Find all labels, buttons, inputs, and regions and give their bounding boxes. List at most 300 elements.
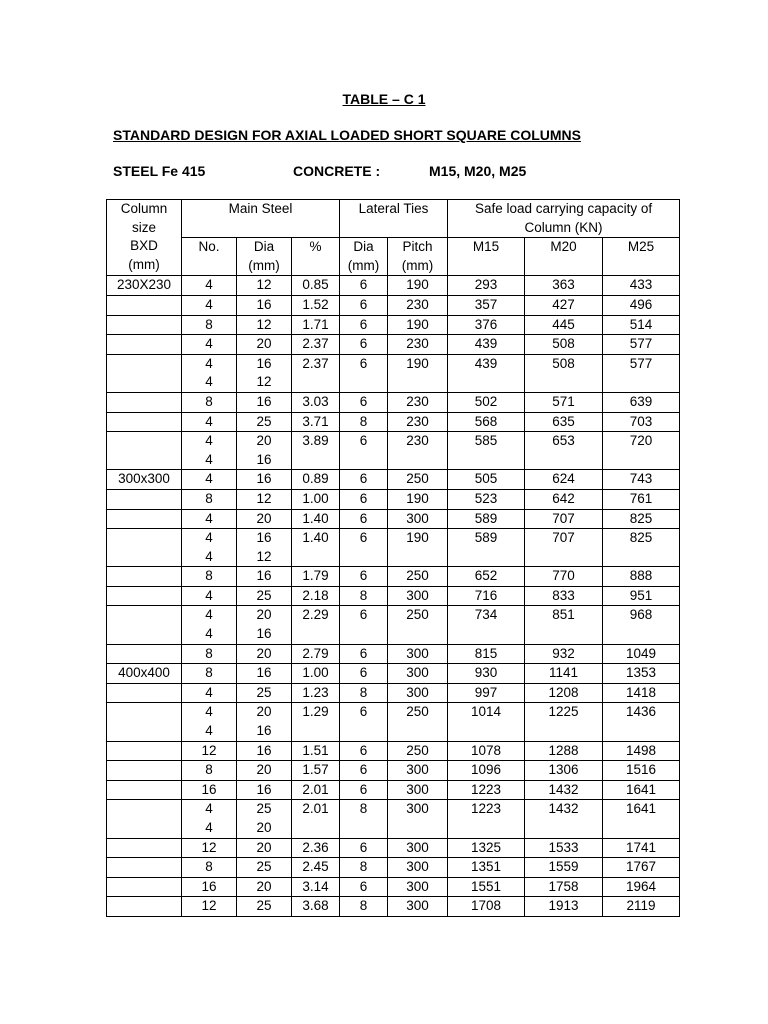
cell-tie-dia [340, 354, 388, 392]
cell-capacity-m20-value: 624 [552, 471, 575, 487]
cell-capacity-m25 [603, 509, 680, 529]
specs-line [113, 163, 733, 183]
cell-capacity-m15-value: 1096 [471, 762, 502, 778]
cell-capacity-m15 [448, 392, 525, 412]
cell-bar-dia-value: 16 [256, 355, 272, 371]
cell-capacity-m15-value: 293 [474, 277, 498, 293]
cell-capacity-m20-value: 833 [552, 587, 575, 603]
cell-tie-dia-value: 8 [359, 801, 368, 817]
cell-steel-percent [292, 529, 340, 567]
cell-tie-pitch [388, 335, 448, 355]
cell-capacity-m15-value: 1223 [471, 781, 502, 797]
cell-tie-pitch-value: 190 [406, 490, 429, 506]
cell-capacity-m20 [525, 897, 603, 917]
cell-capacity-m20 [525, 315, 603, 335]
cell-steel-percent [292, 683, 340, 703]
cell-tie-dia-value: 8 [359, 587, 368, 603]
cell-capacity-m15-value: 502 [474, 393, 498, 409]
cell-bar-dia-value: 16 [256, 530, 272, 546]
cell-tie-dia [340, 315, 388, 335]
cell-capacity-m15 [448, 780, 525, 800]
cell-bar-dia-value: 20 [256, 839, 272, 855]
cell-capacity-m25 [603, 586, 680, 606]
cell-bar-dia-value: 20 [256, 607, 272, 623]
cell-tie-dia-value: 6 [359, 433, 368, 449]
cell-capacity-m25-value: 888 [629, 568, 653, 584]
cell-capacity-m15 [448, 761, 525, 781]
cell-bar-count [182, 354, 237, 392]
cell-capacity-m25 [603, 800, 680, 838]
cell-tie-pitch-value: 230 [406, 296, 429, 312]
cell-capacity-m15-value: 439 [474, 336, 498, 352]
header-capacity-line: Column (KN) [524, 219, 603, 235]
cell-column-size-value [107, 316, 181, 335]
cell-capacity-m25-value: 2119 [626, 898, 656, 914]
cell-bar-count [182, 335, 237, 355]
cell-bar-count-value: 4 [205, 684, 213, 700]
cell-tie-dia-value: 6 [359, 742, 368, 758]
cell-bar-count [182, 412, 237, 432]
cell-bar-count [182, 664, 237, 684]
table-row [107, 800, 680, 838]
cell-column-size-value [107, 606, 181, 625]
cell-capacity-m15-value: 734 [474, 607, 498, 623]
cell-column-size-value [107, 878, 181, 897]
cell-tie-pitch-value: 300 [406, 781, 429, 797]
cell-tie-dia [340, 664, 388, 684]
cell-bar-count-value: 4 [205, 530, 213, 546]
cell-tie-pitch-value: 300 [406, 801, 429, 817]
cell-capacity-m25 [603, 276, 680, 296]
table-row [107, 489, 680, 509]
cell-bar-count-value: 12 [201, 898, 217, 914]
cell-capacity-m25-value: 577 [629, 355, 653, 371]
cell-steel-percent-value: 3.68 [302, 898, 329, 914]
cell-bar-count-value: 4 [205, 626, 213, 642]
cell-tie-dia [340, 800, 388, 838]
cell-steel-percent [292, 664, 340, 684]
cell-capacity-m25-value: 951 [629, 587, 653, 603]
cell-capacity-m20-value: 707 [552, 510, 575, 526]
cell-column-size-value [107, 296, 181, 315]
cell-tie-pitch [388, 489, 448, 509]
header-percent: % [292, 238, 340, 276]
table-row [107, 276, 680, 296]
table-row [107, 741, 680, 761]
cell-steel-percent-value: 1.23 [302, 684, 329, 700]
cell-capacity-m15-value: 1551 [471, 878, 502, 894]
header-m15: M15 [448, 238, 525, 276]
cell-tie-dia-value: 6 [359, 316, 368, 332]
cell-capacity-m15-value: 568 [474, 413, 498, 429]
cell-tie-pitch [388, 354, 448, 392]
cell-steel-percent [292, 800, 340, 838]
cell-capacity-m20 [525, 470, 603, 490]
cell-bar-count-value: 4 [205, 451, 213, 467]
cell-column-size-value [107, 742, 181, 761]
cell-steel-percent [292, 392, 340, 412]
table-row [107, 586, 680, 606]
cell-column-size-value [107, 781, 181, 800]
cell-capacity-m25-value: 968 [629, 607, 653, 623]
cell-steel-percent-value: 1.40 [302, 510, 329, 526]
cell-tie-pitch [388, 606, 448, 644]
cell-capacity-m20 [525, 489, 603, 509]
cell-tie-pitch [388, 412, 448, 432]
cell-tie-pitch [388, 703, 448, 741]
cell-bar-dia [237, 606, 292, 644]
cell-bar-dia-value: 16 [256, 296, 272, 312]
cell-bar-dia [237, 858, 292, 878]
cell-bar-dia-value: 16 [256, 393, 272, 409]
cell-tie-pitch-value: 250 [406, 607, 429, 623]
cell-tie-pitch [388, 567, 448, 587]
cell-bar-dia-value: 16 [256, 626, 272, 642]
cell-capacity-m20-value: 1559 [548, 859, 579, 875]
cell-bar-dia [237, 529, 292, 567]
cell-capacity-m20-value: 571 [552, 393, 575, 409]
cell-bar-count-value: 8 [205, 490, 213, 506]
cell-capacity-m20 [525, 567, 603, 587]
cell-capacity-m15 [448, 432, 525, 470]
cell-capacity-m15 [448, 354, 525, 392]
cell-capacity-m15 [448, 683, 525, 703]
cell-column-size-value [107, 897, 181, 916]
cell-tie-pitch-value: 300 [406, 859, 429, 875]
cell-bar-dia [237, 392, 292, 412]
cell-capacity-m25-value: 433 [629, 277, 653, 293]
cell-steel-percent [292, 432, 340, 470]
cell-bar-count-value: 8 [205, 859, 213, 875]
cell-capacity-m20-value: 1306 [548, 762, 579, 778]
cell-capacity-m25 [603, 489, 680, 509]
cell-capacity-m25 [603, 664, 680, 684]
cell-bar-dia [237, 295, 292, 315]
cell-column-size [107, 432, 182, 470]
cell-bar-count [182, 780, 237, 800]
cell-steel-percent-value: 0.85 [302, 277, 329, 293]
cell-capacity-m15 [448, 529, 525, 567]
cell-capacity-m25 [603, 529, 680, 567]
cell-bar-dia [237, 644, 292, 664]
cell-steel-percent [292, 335, 340, 355]
design-table [106, 199, 680, 917]
cell-tie-dia-value: 8 [359, 898, 368, 914]
cell-capacity-m25-value: 514 [629, 316, 653, 332]
cell-bar-count [182, 858, 237, 878]
cell-bar-dia-value: 25 [256, 859, 272, 875]
cell-capacity-m25 [603, 470, 680, 490]
cell-capacity-m25-value: 761 [629, 490, 653, 506]
cell-tie-dia [340, 780, 388, 800]
cell-tie-dia-value: 6 [359, 355, 368, 371]
table-title [0, 91, 768, 107]
cell-steel-percent-value: 1.40 [302, 530, 329, 546]
cell-tie-dia-value: 6 [359, 839, 368, 855]
cell-capacity-m20 [525, 858, 603, 878]
cell-capacity-m20 [525, 664, 603, 684]
cell-tie-pitch-value: 300 [406, 665, 429, 681]
cell-steel-percent [292, 761, 340, 781]
cell-column-size [107, 858, 182, 878]
cell-bar-dia-value: 25 [256, 413, 272, 429]
cell-column-size-value [107, 587, 181, 606]
cell-capacity-m15 [448, 295, 525, 315]
cell-tie-pitch-value: 190 [406, 277, 429, 293]
cell-capacity-m25-value: 1436 [626, 704, 657, 720]
cell-bar-count-value: 8 [205, 316, 213, 332]
cell-bar-count [182, 800, 237, 838]
cell-bar-count [182, 529, 237, 567]
cell-capacity-m20 [525, 586, 603, 606]
cell-bar-dia-value: 16 [256, 665, 272, 681]
cell-capacity-m15 [448, 644, 525, 664]
cell-bar-count-value: 12 [201, 839, 217, 855]
cell-column-size [107, 276, 182, 296]
cell-column-size-value [107, 858, 181, 877]
cell-tie-pitch [388, 392, 448, 412]
cell-bar-dia-value: 25 [256, 587, 272, 603]
cell-tie-dia-value: 8 [359, 684, 368, 700]
cell-steel-percent-value: 2.36 [302, 839, 329, 855]
cell-capacity-m25 [603, 858, 680, 878]
cell-steel-percent-value: 2.18 [302, 587, 329, 603]
cell-column-size [107, 295, 182, 315]
cell-bar-dia-value: 20 [256, 510, 272, 526]
cell-tie-pitch [388, 877, 448, 897]
cell-tie-pitch [388, 897, 448, 917]
cell-capacity-m15-value: 1014 [471, 704, 502, 720]
cell-steel-percent-value: 2.37 [302, 355, 329, 371]
cell-steel-percent-value: 1.51 [302, 742, 329, 758]
cell-bar-count [182, 761, 237, 781]
cell-column-size [107, 780, 182, 800]
cell-tie-dia-value: 8 [359, 413, 368, 429]
cell-capacity-m20 [525, 354, 603, 392]
cell-capacity-m15-value: 652 [474, 568, 498, 584]
cell-column-size [107, 509, 182, 529]
cell-column-size-value [107, 490, 181, 509]
cell-bar-count [182, 586, 237, 606]
cell-capacity-m25 [603, 780, 680, 800]
cell-capacity-m15 [448, 877, 525, 897]
cell-column-size-value [107, 432, 181, 451]
cell-capacity-m15 [448, 470, 525, 490]
cell-tie-dia-value: 6 [359, 471, 368, 487]
cell-column-size [107, 897, 182, 917]
cell-capacity-m20-value: 851 [552, 607, 575, 623]
table-row [107, 644, 680, 664]
cell-capacity-m15-value: 1078 [471, 742, 502, 758]
cell-tie-dia [340, 741, 388, 761]
cell-tie-pitch [388, 509, 448, 529]
cell-capacity-m15 [448, 586, 525, 606]
cell-capacity-m25 [603, 761, 680, 781]
cell-tie-dia [340, 529, 388, 567]
cell-steel-percent [292, 295, 340, 315]
cell-bar-count [182, 644, 237, 664]
cell-column-size [107, 703, 182, 741]
cell-capacity-m25 [603, 703, 680, 741]
cell-steel-percent [292, 315, 340, 335]
cell-bar-count [182, 567, 237, 587]
cell-capacity-m20-value: 445 [552, 316, 575, 332]
table-row [107, 470, 680, 490]
cell-capacity-m15-value: 815 [474, 645, 498, 661]
cell-tie-dia [340, 606, 388, 644]
cell-column-size-value: 230X230 [116, 277, 172, 293]
cell-tie-pitch-value: 250 [406, 704, 429, 720]
cell-tie-pitch-value: 230 [406, 393, 429, 409]
cell-capacity-m25-value: 1498 [626, 742, 657, 758]
cell-bar-count-value: 4 [205, 548, 213, 564]
cell-capacity-m15-value: 716 [474, 587, 498, 603]
cell-bar-dia-value: 12 [256, 548, 272, 564]
cell-bar-dia [237, 470, 292, 490]
cell-column-size [107, 529, 182, 567]
cell-tie-dia-value: 6 [359, 530, 368, 546]
table-title-text: TABLE – C 1 [342, 91, 426, 107]
cell-column-size [107, 567, 182, 587]
header-column-size-line: (mm) [128, 256, 160, 272]
cell-capacity-m20 [525, 276, 603, 296]
cell-tie-pitch [388, 295, 448, 315]
concrete-label: CONCRETE : [293, 163, 381, 179]
cell-bar-count [182, 392, 237, 412]
cell-bar-count [182, 295, 237, 315]
cell-capacity-m25-value: 496 [629, 296, 653, 312]
header-column-size [107, 200, 182, 276]
cell-bar-count-value: 16 [201, 781, 217, 797]
cell-column-size-value [107, 567, 181, 586]
cell-capacity-m20-value: 635 [552, 413, 575, 429]
cell-capacity-m25 [603, 897, 680, 917]
cell-capacity-m20 [525, 644, 603, 664]
cell-steel-percent-value: 2.79 [302, 645, 329, 661]
cell-capacity-m15 [448, 412, 525, 432]
cell-bar-dia-value: 12 [256, 316, 272, 332]
cell-column-size [107, 412, 182, 432]
cell-steel-percent [292, 489, 340, 509]
cell-column-size-value [107, 529, 181, 548]
cell-capacity-m15 [448, 858, 525, 878]
cell-tie-dia [340, 335, 388, 355]
cell-capacity-m25 [603, 392, 680, 412]
cell-capacity-m25 [603, 315, 680, 335]
cell-steel-percent-value: 1.71 [302, 316, 329, 332]
cell-bar-dia [237, 897, 292, 917]
cell-bar-dia-value: 16 [256, 781, 272, 797]
cell-capacity-m20 [525, 780, 603, 800]
cell-tie-pitch [388, 780, 448, 800]
cell-steel-percent-value: 3.71 [302, 413, 329, 429]
cell-capacity-m20-value: 653 [552, 433, 575, 449]
cell-tie-pitch-value: 300 [406, 898, 429, 914]
cell-bar-dia-value: 20 [256, 820, 272, 835]
cell-capacity-m15-value: 1223 [471, 801, 502, 817]
cell-bar-dia [237, 432, 292, 470]
header-tie-dia: Dia (mm) [340, 238, 388, 276]
cell-tie-dia-value: 6 [359, 645, 368, 661]
cell-steel-percent-value: 2.01 [302, 801, 329, 817]
cell-tie-pitch-value: 190 [406, 530, 429, 546]
cell-capacity-m20 [525, 741, 603, 761]
cell-capacity-m25-value: 1741 [626, 839, 657, 855]
cell-bar-dia-value: 16 [256, 451, 272, 467]
cell-steel-percent-value: 2.01 [302, 781, 329, 797]
table-row [107, 858, 680, 878]
cell-bar-dia-value: 12 [256, 490, 272, 506]
cell-bar-count-value: 8 [205, 568, 213, 584]
cell-bar-count-value: 4 [205, 277, 213, 293]
cell-capacity-m20-value: 932 [552, 645, 575, 661]
table-row [107, 761, 680, 781]
cell-column-size [107, 354, 182, 392]
table-row [107, 877, 680, 897]
cell-tie-dia-value: 6 [359, 568, 368, 584]
cell-bar-dia [237, 412, 292, 432]
table-row [107, 683, 680, 703]
cell-capacity-m25 [603, 644, 680, 664]
cell-bar-dia-value: 25 [256, 801, 272, 817]
table-row [107, 315, 680, 335]
cell-capacity-m25-value: 720 [629, 433, 653, 449]
header-lateral-ties-label: Lateral Ties [358, 201, 429, 216]
cell-steel-percent-value: 1.57 [302, 762, 329, 778]
cell-bar-dia [237, 703, 292, 741]
cell-tie-pitch [388, 644, 448, 664]
cell-capacity-m15 [448, 567, 525, 587]
cell-steel-percent-value: 1.00 [302, 665, 329, 681]
cell-tie-dia [340, 509, 388, 529]
cell-tie-dia [340, 276, 388, 296]
cell-bar-dia [237, 838, 292, 858]
cell-tie-pitch [388, 276, 448, 296]
cell-capacity-m20 [525, 838, 603, 858]
cell-steel-percent-value: 0.89 [302, 471, 329, 487]
cell-capacity-m15 [448, 276, 525, 296]
cell-column-size-value [107, 510, 181, 529]
cell-bar-dia-value: 20 [256, 704, 272, 720]
cell-column-size [107, 800, 182, 838]
cell-tie-dia-value: 6 [359, 277, 368, 293]
cell-steel-percent [292, 567, 340, 587]
cell-bar-count-value: 4 [205, 355, 213, 371]
cell-capacity-m25-value: 577 [629, 336, 653, 352]
cell-tie-dia-value: 6 [359, 296, 368, 312]
header-column-size-line: size [131, 219, 156, 235]
cell-capacity-m20-value: 1225 [548, 704, 579, 720]
cell-capacity-m25-value: 743 [629, 471, 653, 487]
header-main-steel-label: Main Steel [228, 201, 293, 216]
cell-bar-dia [237, 741, 292, 761]
cell-capacity-m15-value: 439 [474, 355, 498, 371]
cell-capacity-m25-value: 1418 [626, 684, 657, 700]
table-row [107, 606, 680, 644]
cell-column-size-value [107, 839, 181, 858]
cell-tie-pitch-value: 250 [406, 742, 429, 758]
cell-tie-pitch-value: 230 [406, 433, 429, 449]
cell-bar-count-value: 4 [205, 587, 213, 603]
header-m25: M25 [603, 238, 680, 276]
cell-capacity-m15 [448, 838, 525, 858]
cell-capacity-m15-value: 376 [474, 316, 498, 332]
cell-bar-dia-value: 16 [256, 723, 272, 739]
cell-bar-dia-value: 20 [256, 762, 272, 778]
cell-steel-percent [292, 780, 340, 800]
cell-tie-pitch [388, 315, 448, 335]
cell-bar-count [182, 877, 237, 897]
